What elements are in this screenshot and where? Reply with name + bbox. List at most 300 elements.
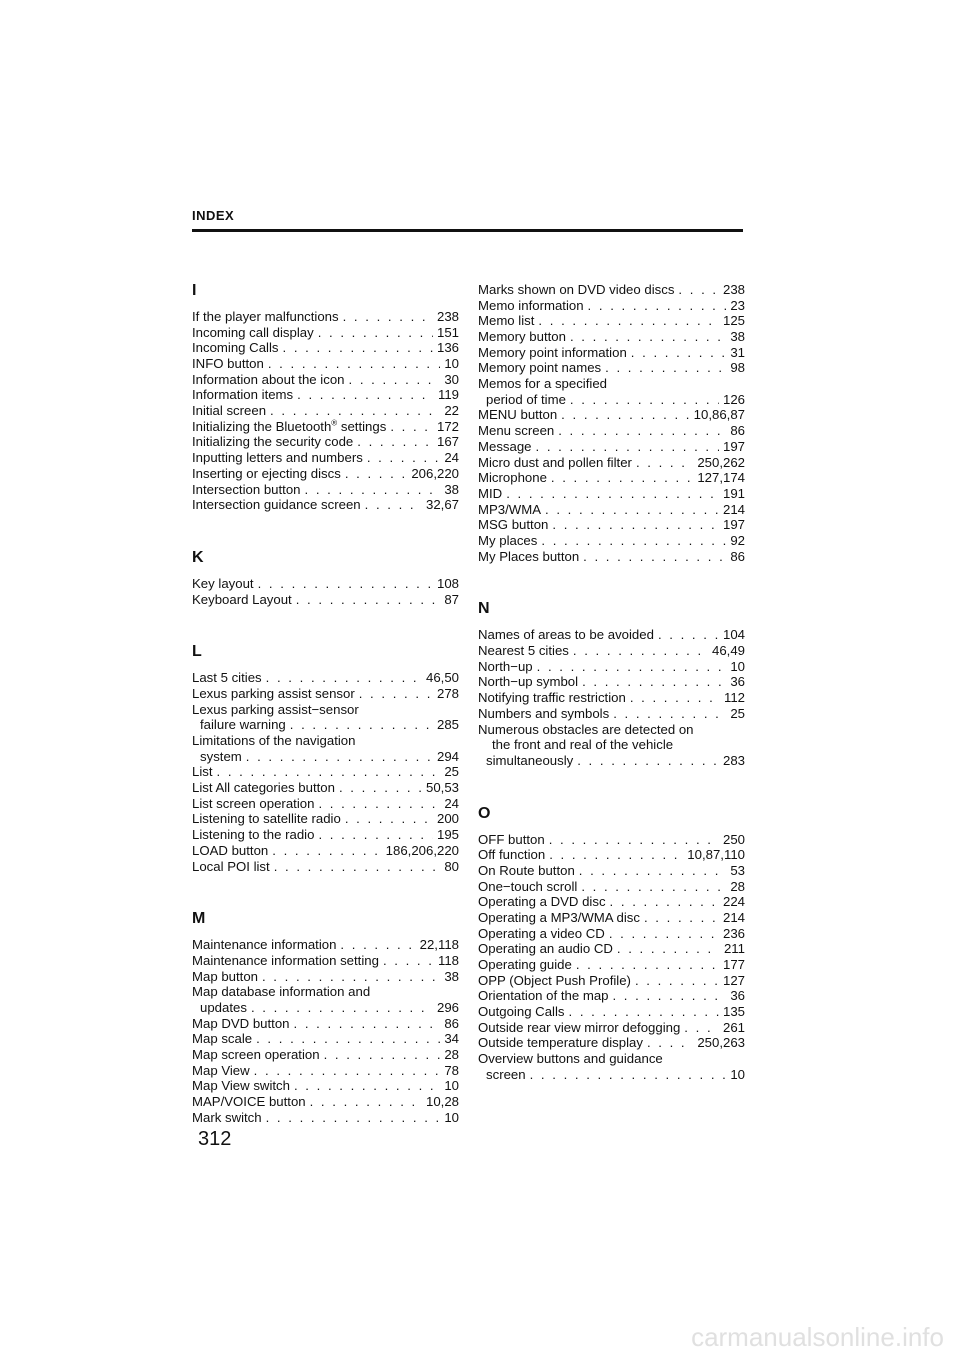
- entry-pages: 127,174: [697, 470, 745, 486]
- entry-name: Map scale: [192, 1031, 253, 1047]
- entry-name: Map View: [192, 1062, 250, 1078]
- dot-leader: [605, 360, 726, 376]
- index-entry: [192, 1078, 459, 1094]
- entry-name: List: [192, 764, 213, 780]
- index-entry: [192, 435, 459, 451]
- entry-name: Outside temperature display: [478, 1035, 643, 1051]
- index-entry: [192, 686, 459, 702]
- dot-leader: [272, 843, 381, 859]
- index-entry: [478, 439, 745, 455]
- dot-leader: [340, 937, 415, 953]
- dot-leader: [339, 780, 422, 796]
- entry-pages: 236: [722, 925, 745, 941]
- entry-pages: 10: [730, 1066, 745, 1082]
- entry-name: MP3/WMA: [478, 501, 542, 517]
- index-entry: [192, 356, 459, 372]
- entry-pages: 278: [436, 685, 459, 701]
- dot-leader: [349, 372, 441, 388]
- entry-name: If the player malfunctions: [192, 308, 339, 324]
- dot-leader: [541, 533, 726, 549]
- entry-pages: 10,86,87: [693, 407, 745, 423]
- page-header-title: INDEX: [192, 208, 235, 223]
- index-entry: [192, 717, 459, 733]
- entry-pages: 38: [444, 968, 459, 984]
- entry-pages: 238: [436, 308, 459, 324]
- entry-pages: 80: [444, 858, 459, 874]
- index-entry: Memos for a specified: [478, 376, 607, 392]
- entry-name: Outgoing Calls: [478, 1004, 565, 1020]
- dot-leader: [294, 1078, 440, 1094]
- entry-name: Lexus parking assist sensor: [192, 685, 355, 701]
- entry-pages: 38: [730, 329, 745, 345]
- index-entry: [192, 387, 459, 403]
- entry-name: Listening to satellite radio: [192, 811, 341, 827]
- dot-leader: [390, 419, 433, 435]
- entry-pages: 22,118: [419, 937, 459, 953]
- entry-pages: 86: [730, 548, 745, 564]
- index-entry: the front and real of the vehicle: [492, 737, 674, 753]
- index-entry: [478, 1036, 745, 1052]
- dot-leader: [274, 859, 441, 875]
- entry-pages: 78: [444, 1062, 459, 1078]
- entry-pages: 28: [730, 878, 745, 894]
- index-entry: [192, 859, 459, 875]
- entry-pages: 177: [722, 957, 745, 973]
- entry-name: Microphone: [478, 470, 547, 486]
- entry-pages: 250,262: [697, 454, 745, 470]
- dot-leader: [613, 706, 726, 722]
- entry-name: Operating a MP3/WMA disc: [478, 909, 640, 925]
- entry-name: Last 5 cities: [192, 670, 262, 686]
- dot-leader: [549, 832, 719, 848]
- entry-name: Menu screen: [478, 423, 555, 439]
- dot-leader: [636, 455, 693, 471]
- entry-pages: 92: [730, 532, 745, 548]
- section-letter: I: [192, 282, 197, 299]
- dot-leader: [573, 643, 708, 659]
- index-entry: [478, 408, 745, 424]
- dot-leader: [630, 690, 720, 706]
- dot-leader: [270, 403, 440, 419]
- entry-pages: 261: [722, 1019, 745, 1035]
- index-entry: [192, 372, 459, 388]
- index-entry: [192, 749, 459, 765]
- dot-leader: [283, 340, 433, 356]
- entry-pages: 135: [722, 1004, 745, 1020]
- index-entry: [478, 706, 745, 722]
- section-letter: M: [192, 910, 206, 928]
- entry-name: Incoming call display: [192, 324, 314, 340]
- index-entry: [192, 1031, 459, 1047]
- header-rule: [192, 229, 743, 232]
- entry-pages: 206,220: [411, 465, 459, 481]
- entry-name: Numbers and symbols: [478, 705, 610, 721]
- dot-leader: [268, 356, 440, 372]
- entry-name: Map button: [192, 968, 258, 984]
- dot-leader: [318, 827, 433, 843]
- entry-pages: 104: [722, 627, 745, 643]
- watermark: carmanualsonline.info: [691, 1322, 944, 1352]
- index-entry: [478, 549, 745, 565]
- index-entry: [478, 910, 745, 926]
- entry-name: Inserting or ejecting discs: [192, 465, 341, 481]
- index-entry: [478, 941, 745, 957]
- entry-name: Operating an audio CD: [478, 941, 613, 957]
- entry-pages: 10: [444, 1078, 459, 1094]
- entry-pages: 23: [730, 297, 745, 313]
- entry-pages: 186,206,220: [385, 842, 459, 858]
- dot-leader: [310, 1094, 422, 1110]
- entry-name: Operating a DVD disc: [478, 894, 606, 910]
- entry-pages: 10: [444, 356, 459, 372]
- entry-name: screen: [486, 1066, 526, 1082]
- entry-name: MID: [478, 485, 503, 501]
- index-entry: [478, 1004, 745, 1020]
- index-entry: [192, 325, 459, 341]
- dot-leader: [357, 434, 433, 450]
- index-entry: [478, 282, 745, 298]
- entry-name: Local POI list: [192, 858, 270, 874]
- entry-pages: 172: [436, 418, 459, 434]
- entry-name: MAP/VOICE button: [192, 1094, 306, 1110]
- dot-leader: [254, 1063, 441, 1079]
- section-letter: L: [192, 643, 202, 661]
- entry-name: Intersection button: [192, 481, 301, 497]
- entry-name: Listening to the radio: [192, 827, 315, 843]
- entry-pages: 87: [444, 591, 459, 607]
- entry-pages: 127: [722, 972, 745, 988]
- page-number: 312: [198, 1128, 232, 1150]
- index-entry: [192, 937, 459, 953]
- entry-name: Map DVD button: [192, 1015, 290, 1031]
- entry-pages: 191: [722, 485, 745, 501]
- dot-leader: [345, 811, 433, 827]
- entry-name: Key layout: [192, 575, 254, 591]
- entry-name: Initializing the Bluetooth® settings: [192, 418, 387, 434]
- section-gap: [192, 607, 459, 643]
- dot-leader: [558, 423, 726, 439]
- entry-pages: 53: [730, 862, 745, 878]
- entry-pages: 250,263: [697, 1035, 745, 1051]
- entry-name: On Route button: [478, 862, 575, 878]
- dot-leader: [217, 764, 441, 780]
- entry-name: Initializing the security code: [192, 434, 354, 450]
- entry-name: failure warning: [200, 717, 286, 733]
- section-gap: [192, 874, 459, 910]
- index-entry: [478, 988, 745, 1004]
- index-column-left: [192, 282, 459, 1126]
- entry-name: INFO button: [192, 356, 264, 372]
- section-letter: O: [478, 804, 491, 822]
- entry-name: Message: [478, 438, 532, 454]
- entry-name: Operating guide: [478, 957, 572, 973]
- entry-pages: 25: [730, 705, 745, 721]
- entry-pages: 24: [444, 450, 459, 466]
- index-entry: [192, 969, 459, 985]
- entry-name: OFF button: [478, 831, 545, 847]
- entry-name: Outside rear view mirror defogging: [478, 1019, 681, 1035]
- entry-pages: 283: [722, 752, 745, 768]
- index-column-right: [478, 282, 745, 1083]
- dot-leader: [579, 863, 727, 879]
- entry-name: Maintenance information: [192, 937, 337, 953]
- entry-pages: 250: [722, 831, 745, 847]
- index-entry: [478, 847, 745, 863]
- dot-leader: [365, 497, 422, 513]
- index-entry: [192, 764, 459, 780]
- entry-pages: 86: [730, 423, 745, 439]
- entry-pages: 22: [444, 403, 459, 419]
- entry-name: updates: [200, 999, 247, 1015]
- index-entry: [478, 533, 745, 549]
- dot-leader: [609, 926, 719, 942]
- dot-leader: [647, 1035, 693, 1051]
- entry-pages: 10,87,110: [687, 847, 745, 863]
- dot-leader: [536, 439, 719, 455]
- dot-leader: [569, 1004, 719, 1020]
- dot-leader: [343, 309, 433, 325]
- entry-name: My places: [478, 532, 538, 548]
- entry-name: List All categories button: [192, 780, 335, 796]
- dot-leader: [545, 502, 719, 518]
- dot-leader: [290, 717, 433, 733]
- entry-name: Information items: [192, 387, 294, 403]
- index-entry: [192, 1063, 459, 1079]
- entry-name: MSG button: [478, 517, 549, 533]
- index-entry: [192, 670, 459, 686]
- index-entry: [192, 843, 459, 859]
- entry-name: Nearest 5 cities: [478, 643, 569, 659]
- dot-leader: [537, 659, 727, 675]
- index-entry: [192, 497, 459, 513]
- index-entry: [478, 643, 745, 659]
- index-entry: [478, 894, 745, 910]
- entry-name: OPP (Object Push Profile): [478, 972, 631, 988]
- index-entry: [478, 486, 745, 502]
- dot-leader: [367, 450, 441, 466]
- entry-pages: 31: [730, 344, 745, 360]
- entry-pages: 294: [436, 748, 459, 764]
- index-entry: [192, 466, 459, 482]
- entry-pages: 86: [444, 1015, 459, 1031]
- entry-name: North−up: [478, 658, 533, 674]
- dot-leader: [256, 1031, 440, 1047]
- index-entry: [478, 1020, 745, 1036]
- dot-leader: [305, 482, 441, 498]
- index-entry: [478, 392, 745, 408]
- index-entry: [192, 419, 459, 435]
- entry-name: Memory point information: [478, 344, 627, 360]
- dot-leader: [318, 325, 433, 341]
- index-entry: [192, 1047, 459, 1063]
- entry-name: Mark switch: [192, 1109, 262, 1125]
- entry-pages: 25: [444, 764, 459, 780]
- dot-leader: [577, 753, 719, 769]
- entry-pages: 30: [444, 371, 459, 387]
- index-entry: [478, 1067, 745, 1083]
- entry-pages: 125: [722, 313, 745, 329]
- entry-name: Memo information: [478, 297, 584, 313]
- entry-pages: 195: [436, 827, 459, 843]
- section-gap: [192, 513, 459, 549]
- entry-name: system: [200, 748, 242, 764]
- dot-leader: [644, 910, 719, 926]
- dot-leader: [612, 988, 726, 1004]
- dot-leader: [635, 973, 719, 989]
- entry-name: List screen operation: [192, 795, 315, 811]
- index-entry: [478, 659, 745, 675]
- entry-pages: 151: [436, 324, 459, 340]
- index-entry: [478, 517, 745, 533]
- entry-pages: 10,28: [425, 1094, 459, 1110]
- dot-leader: [631, 345, 727, 361]
- index-entry: [192, 340, 459, 356]
- index-entry: [478, 879, 745, 895]
- dot-leader: [251, 1000, 433, 1016]
- entry-pages: 10: [444, 1109, 459, 1125]
- index-entry: [478, 345, 745, 361]
- entry-pages: 214: [722, 501, 745, 517]
- index-entry: Numerous obstacles are detected on: [478, 721, 694, 737]
- index-entry: [478, 423, 745, 439]
- index-entry: [192, 780, 459, 796]
- entry-name: North−up symbol: [478, 674, 579, 690]
- dot-leader: [658, 627, 719, 643]
- index-entry: Lexus parking assist−sensor: [192, 701, 359, 717]
- index-entry: Map database information and: [192, 984, 371, 1000]
- entry-name: MENU button: [478, 407, 558, 423]
- index-entry: [478, 863, 745, 879]
- entry-pages: 167: [436, 434, 459, 450]
- index-entry: [192, 403, 459, 419]
- entry-name: Operating a video CD: [478, 925, 605, 941]
- entry-name: Intersection guidance screen: [192, 497, 361, 513]
- entry-name: Map screen operation: [192, 1047, 320, 1063]
- index-entry: [478, 502, 745, 518]
- index-entry: [478, 957, 745, 973]
- index-entry: [478, 298, 745, 314]
- index-entry: [192, 953, 459, 969]
- dot-leader: [538, 313, 719, 329]
- section-gap: [478, 769, 745, 805]
- index-entry: [192, 827, 459, 843]
- dot-leader: [383, 953, 434, 969]
- index-entry: [192, 309, 459, 325]
- index-entry: [478, 832, 745, 848]
- entry-pages: 136: [436, 340, 459, 356]
- entry-name: Keyboard Layout: [192, 591, 292, 607]
- dot-leader: [678, 282, 719, 298]
- entry-name: Orientation of the map: [478, 988, 609, 1004]
- entry-pages: 46,50: [425, 670, 459, 686]
- entry-pages: 197: [722, 517, 745, 533]
- dot-leader: [561, 407, 689, 423]
- entry-pages: 112: [723, 690, 745, 706]
- index-entry: [192, 1016, 459, 1032]
- dot-leader: [581, 879, 726, 895]
- dot-leader: [297, 387, 434, 403]
- index-entry: [192, 592, 459, 608]
- dot-leader: [318, 796, 440, 812]
- entry-pages: 118: [437, 952, 459, 968]
- entry-pages: 34: [444, 1031, 459, 1047]
- entry-name: Memo list: [478, 313, 535, 329]
- section-letter: N: [478, 600, 490, 618]
- entry-name: One−touch scroll: [478, 878, 578, 894]
- dot-leader: [610, 894, 719, 910]
- entry-name: Incoming Calls: [192, 340, 279, 356]
- index-entry: Overview buttons and guidance: [478, 1051, 663, 1067]
- index-entry: [478, 926, 745, 942]
- index-entry: [478, 753, 745, 769]
- index-entry: [192, 450, 459, 466]
- dot-leader: [506, 486, 719, 502]
- dot-leader: [296, 592, 441, 608]
- dot-leader: [530, 1067, 727, 1083]
- entry-pages: 32,67: [425, 497, 459, 513]
- entry-pages: 126: [722, 391, 745, 407]
- entry-pages: 46,49: [711, 643, 745, 659]
- entry-name: Names of areas to be avoided: [478, 627, 654, 643]
- entry-pages: 36: [730, 988, 745, 1004]
- dot-leader: [570, 329, 726, 345]
- dot-leader: [583, 549, 726, 565]
- entry-name: Map View switch: [192, 1078, 290, 1094]
- index-entry: [192, 796, 459, 812]
- entry-pages: 285: [436, 717, 459, 733]
- entry-name: Memory point names: [478, 360, 602, 376]
- entry-pages: 197: [722, 438, 745, 454]
- dot-leader: [576, 957, 719, 973]
- index-entry: [192, 1000, 459, 1016]
- index-entry: Limitations of the navigation: [192, 733, 356, 749]
- index-entry: [478, 329, 745, 345]
- entry-pages: 28: [444, 1047, 459, 1063]
- entry-name: Notifying traffic restriction: [478, 690, 626, 706]
- index-entry: [478, 690, 745, 706]
- entry-pages: 10: [730, 658, 745, 674]
- entry-name: Inputting letters and numbers: [192, 450, 363, 466]
- entry-name: simultaneously: [486, 752, 574, 768]
- dot-leader: [552, 517, 719, 533]
- dot-leader: [549, 847, 683, 863]
- index-entry: [192, 812, 459, 828]
- entry-pages: 296: [436, 999, 459, 1015]
- entry-name: period of time: [486, 391, 566, 407]
- entry-name: Maintenance information setting: [192, 952, 379, 968]
- dot-leader: [551, 470, 693, 486]
- index-entry: [478, 313, 745, 329]
- entry-name: Initial screen: [192, 403, 267, 419]
- index-entry: [478, 470, 745, 486]
- entry-pages: 119: [437, 387, 459, 403]
- entry-pages: 98: [730, 360, 745, 376]
- entry-name: Memory button: [478, 329, 566, 345]
- entry-name: Information about the icon: [192, 371, 345, 387]
- index-entry: [478, 627, 745, 643]
- index-entry: [192, 1094, 459, 1110]
- index-entry: [192, 576, 459, 592]
- index-entry: [478, 360, 745, 376]
- index-entry: [478, 973, 745, 989]
- entry-pages: 214: [722, 909, 745, 925]
- dot-leader: [324, 1047, 441, 1063]
- dot-leader: [266, 1110, 441, 1126]
- dot-leader: [582, 674, 726, 690]
- dot-leader: [266, 670, 422, 686]
- dot-leader: [246, 749, 433, 765]
- entry-name: Marks shown on DVD video discs: [478, 281, 675, 297]
